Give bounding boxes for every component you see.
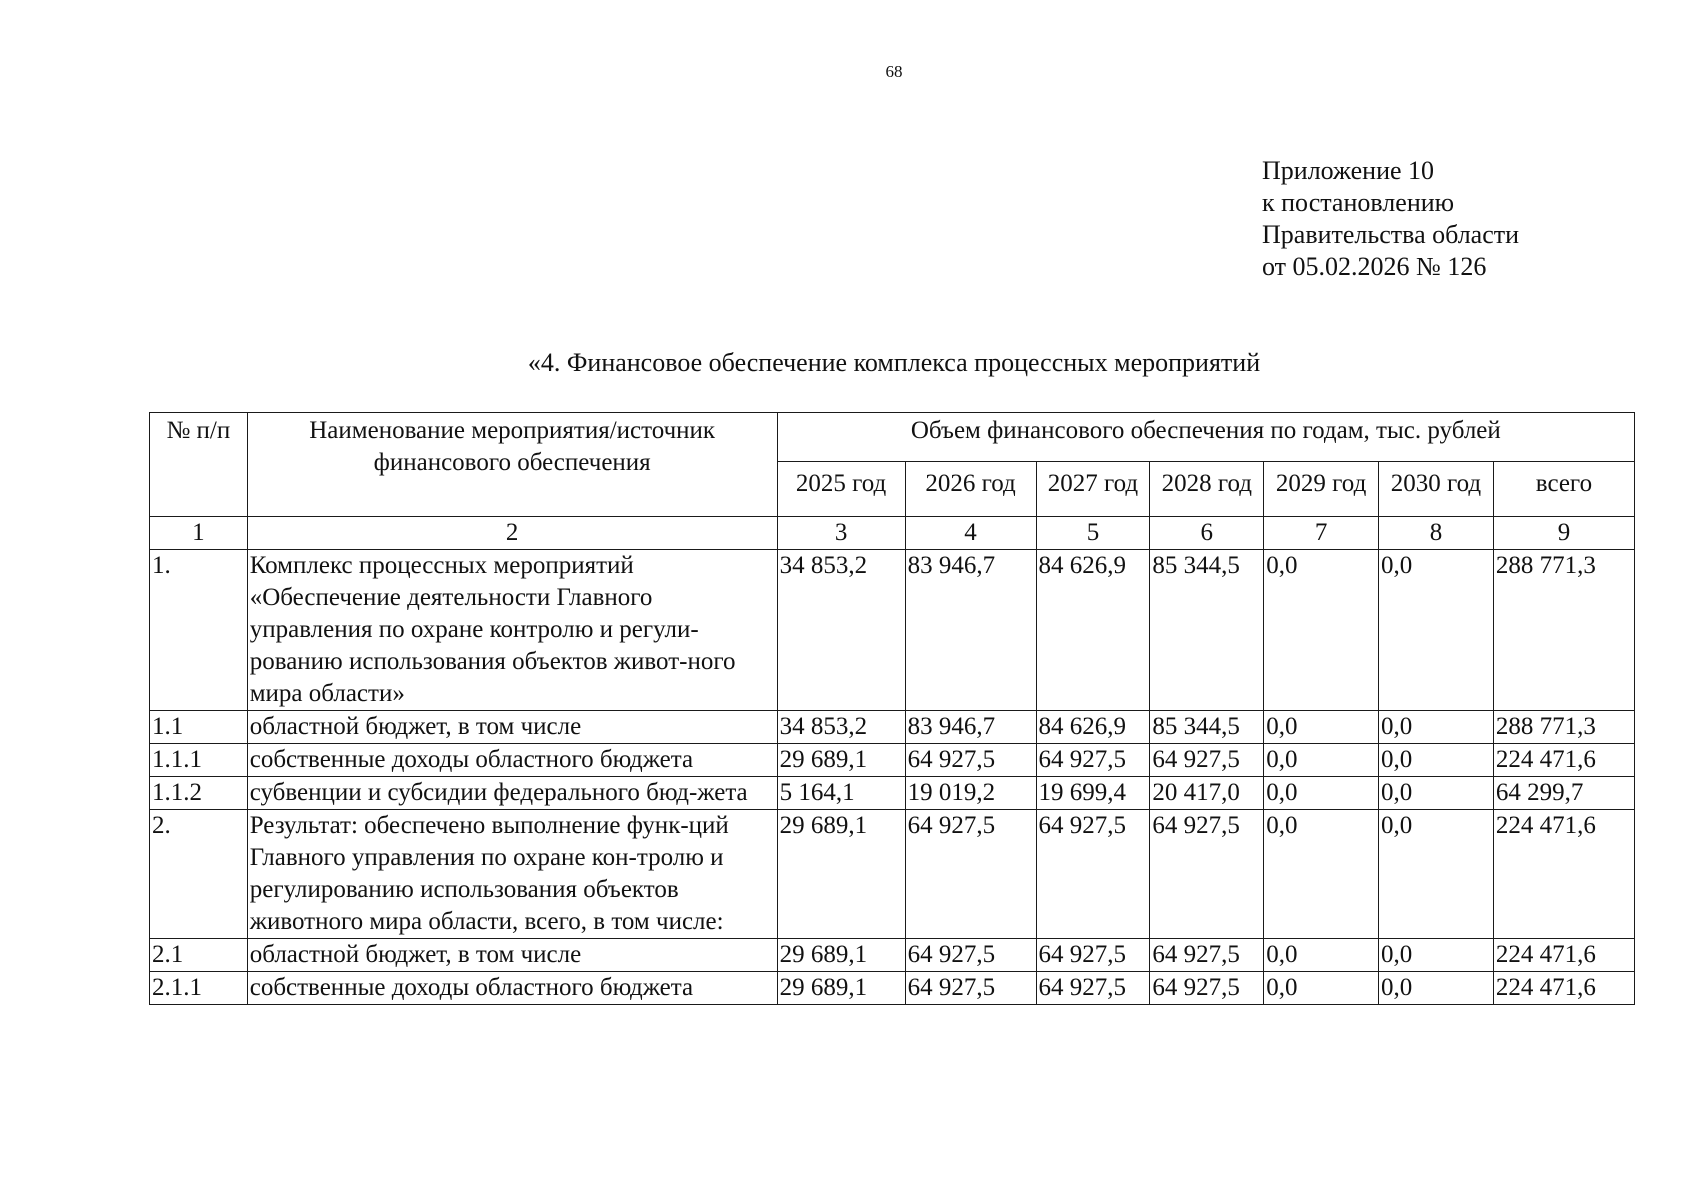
row-number: 1. [150,550,248,711]
column-index: 2 [247,517,777,550]
value-2030: 0,0 [1379,810,1494,939]
value-2026: 64 927,5 [905,939,1036,972]
value-2030: 0,0 [1379,777,1494,810]
value-2025: 29 689,1 [777,810,905,939]
financing-table [149,412,1635,1005]
header-total: всего [1493,462,1634,517]
appendix-line-4: от 05.02.2026 № 126 [1262,252,1487,281]
table-row [150,550,1635,711]
value-2026: 83 946,7 [905,711,1036,744]
value-2027: 19 699,4 [1036,777,1150,810]
row-number: 2.1 [150,939,248,972]
header-name: Наименование мероприятия/источник финансового обеспечения [247,413,777,517]
value-2026: 64 927,5 [905,744,1036,777]
row-name: областной бюджет, в том числе [247,711,777,744]
value-2030: 0,0 [1379,744,1494,777]
appendix-line-2: к постановлению [1262,188,1455,217]
value-total: 288 771,3 [1493,711,1634,744]
header-year-2030: 2030 год [1379,462,1494,517]
value-total: 224 471,6 [1493,972,1634,1005]
value-total: 224 471,6 [1493,744,1634,777]
value-2030: 0,0 [1379,972,1494,1005]
row-name: областной бюджет, в том числе [247,939,777,972]
table-row [150,810,1635,939]
value-2025: 5 164,1 [777,777,905,810]
row-name: субвенции и субсидии федерального бюд-жета [247,777,777,810]
appendix-block [1262,155,1519,283]
appendix-line-1: Приложение 10 [1262,156,1435,185]
row-name: собственные доходы областного бюджета [247,972,777,1005]
value-2027: 84 626,9 [1036,711,1150,744]
row-name: Результат: обеспечено выполнение функ-ций Главного управления по охране кон-тролю и регулированию использования объектов животного мира области, всего, в том числе: [247,810,777,939]
value-2029: 0,0 [1264,550,1379,711]
table-row [150,744,1635,777]
row-name: Комплекс процессных мероприятий «Обеспечение деятельности Главного управления по охране контролю и регули-рованию использования объектов живот-ного мира области» [247,550,777,711]
value-2030: 0,0 [1379,939,1494,972]
value-2030: 0,0 [1379,550,1494,711]
value-2028: 85 344,5 [1150,711,1264,744]
value-2028: 64 927,5 [1150,744,1264,777]
value-2029: 0,0 [1264,939,1379,972]
value-2027: 64 927,5 [1036,939,1150,972]
value-2028: 20 417,0 [1150,777,1264,810]
value-2027: 84 626,9 [1036,550,1150,711]
value-2026: 83 946,7 [905,550,1036,711]
table-row [150,972,1635,1005]
header-year-2027: 2027 год [1036,462,1150,517]
row-number: 2. [150,810,248,939]
value-2027: 64 927,5 [1036,972,1150,1005]
value-total: 224 471,6 [1493,939,1634,972]
header-number: № п/п [150,413,248,517]
header-year-2028: 2028 год [1150,462,1264,517]
section-title: «4. Финансовое обеспечение комплекса процессных мероприятий [527,348,1261,377]
value-2025: 34 853,2 [777,550,905,711]
column-index-row [150,517,1635,550]
column-index: 3 [777,517,905,550]
value-2027: 64 927,5 [1036,744,1150,777]
value-2029: 0,0 [1264,744,1379,777]
value-total: 64 299,7 [1493,777,1634,810]
value-2025: 29 689,1 [777,972,905,1005]
value-2028: 64 927,5 [1150,810,1264,939]
value-2025: 29 689,1 [777,939,905,972]
row-number: 2.1.1 [150,972,248,1005]
value-2028: 64 927,5 [1150,972,1264,1005]
value-2030: 0,0 [1379,711,1494,744]
value-total: 224 471,6 [1493,810,1634,939]
value-2028: 85 344,5 [1150,550,1264,711]
row-number: 1.1 [150,711,248,744]
value-2026: 64 927,5 [905,810,1036,939]
value-2029: 0,0 [1264,777,1379,810]
column-index: 6 [1150,517,1264,550]
table-row [150,939,1635,972]
value-2029: 0,0 [1264,810,1379,939]
value-2029: 0,0 [1264,711,1379,744]
table-row [150,711,1635,744]
column-index: 5 [1036,517,1150,550]
column-index: 4 [905,517,1036,550]
appendix-line-3: Правительства области [1262,220,1520,249]
row-name: собственные доходы областного бюджета [247,744,777,777]
header-year-2026: 2026 год [905,462,1036,517]
row-number: 1.1.2 [150,777,248,810]
header-year-2025: 2025 год [777,462,905,517]
value-2026: 19 019,2 [905,777,1036,810]
column-index: 8 [1379,517,1494,550]
value-2027: 64 927,5 [1036,810,1150,939]
header-year-2029: 2029 год [1264,462,1379,517]
table-row [150,777,1635,810]
value-2028: 64 927,5 [1150,939,1264,972]
page-number: 68 [885,62,903,81]
value-2029: 0,0 [1264,972,1379,1005]
column-index: 9 [1493,517,1634,550]
value-2025: 29 689,1 [777,744,905,777]
row-number: 1.1.1 [150,744,248,777]
value-2026: 64 927,5 [905,972,1036,1005]
column-index: 7 [1264,517,1379,550]
header-volume: Объем финансового обеспечения по годам, тыс. рублей [777,413,1634,462]
column-index: 1 [150,517,248,550]
value-total: 288 771,3 [1493,550,1634,711]
value-2025: 34 853,2 [777,711,905,744]
